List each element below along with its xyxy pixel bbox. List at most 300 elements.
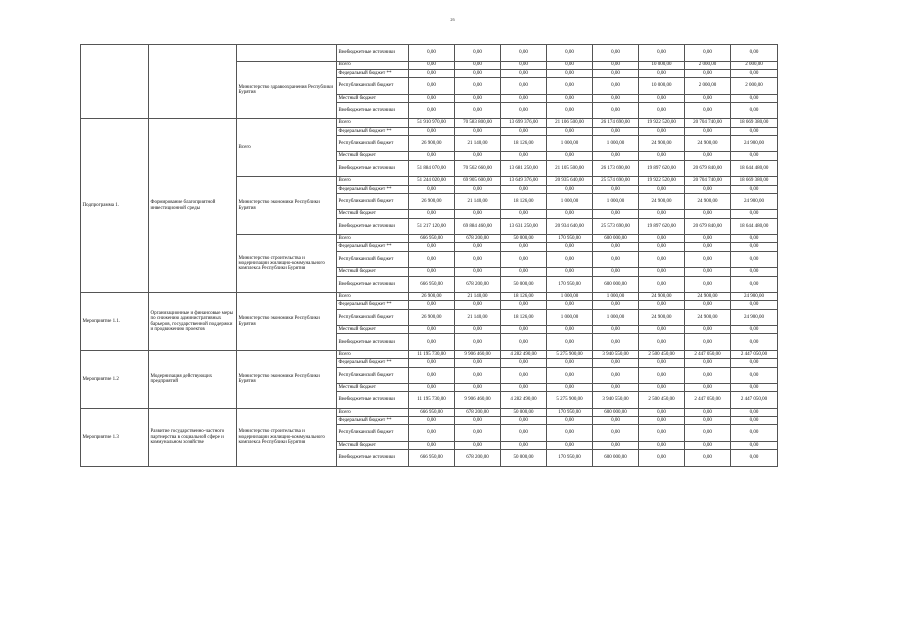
amount-cell: 0,00 bbox=[731, 334, 778, 351]
amount-cell: 0,00 bbox=[639, 243, 685, 251]
funding-source: Республиканский бюджет bbox=[337, 425, 409, 442]
amount-cell: 0,00 bbox=[455, 326, 501, 334]
amount-cell: 0,00 bbox=[501, 425, 547, 442]
amount-cell: 0,00 bbox=[455, 127, 501, 135]
budget-table-body bbox=[81, 45, 778, 467]
table-row bbox=[81, 45, 778, 62]
funding-source: Всего bbox=[337, 350, 409, 358]
program-name: Формирование благоприятной инвестиционной среды bbox=[149, 119, 237, 293]
amount-cell: 0,00 bbox=[731, 102, 778, 119]
amount-cell: 2 500 450,00 bbox=[639, 350, 685, 358]
funding-source: Местный бюджет bbox=[337, 441, 409, 449]
program-name: Организационные и финансовые меры по снижению административных барьеров, государственной поддержки и продвижению проектов bbox=[149, 293, 237, 351]
amount-cell: 0,00 bbox=[593, 251, 639, 268]
executor: Министерство экономики Республики Бурятия bbox=[237, 350, 337, 408]
amount-cell: 20 935 640,00 bbox=[547, 177, 593, 185]
amount-cell: 0,00 bbox=[501, 78, 547, 95]
executor: Министерство здравоохранения Республики Бурятия bbox=[237, 61, 337, 119]
amount-cell: 0,00 bbox=[593, 94, 639, 102]
program-code: Мероприятие 1.2 bbox=[81, 350, 149, 408]
amount-cell: 13 631 250,00 bbox=[501, 218, 547, 235]
amount-cell: 0,00 bbox=[685, 243, 731, 251]
amount-cell: 21 105 500,00 bbox=[547, 160, 593, 177]
amount-cell: 1 000,00 bbox=[593, 293, 639, 301]
funding-source: Местный бюджет bbox=[337, 326, 409, 334]
amount-cell: 0,00 bbox=[409, 301, 455, 309]
page-number: 26 bbox=[450, 17, 455, 22]
amount-cell: 0,00 bbox=[409, 384, 455, 392]
amount-cell: 0,00 bbox=[639, 301, 685, 309]
amount-cell: 0,00 bbox=[685, 334, 731, 351]
amount-cell: 0,00 bbox=[501, 152, 547, 160]
funding-source: Федеральный бюджет ** bbox=[337, 417, 409, 425]
amount-cell: 0,00 bbox=[593, 301, 639, 309]
funding-source: Внебюджетные источники bbox=[337, 218, 409, 235]
amount-cell: 0,00 bbox=[685, 441, 731, 449]
funding-source: Местный бюджет bbox=[337, 268, 409, 276]
amount-cell: 0,00 bbox=[547, 69, 593, 77]
amount-cell: 0,00 bbox=[639, 417, 685, 425]
budget-table bbox=[80, 44, 778, 467]
amount-cell: 0,00 bbox=[731, 94, 778, 102]
funding-source: Республиканский бюджет bbox=[337, 309, 409, 326]
amount-cell: 0,00 bbox=[501, 243, 547, 251]
amount-cell: 1 000,00 bbox=[547, 309, 593, 326]
amount-cell: 2 447 050,00 bbox=[731, 350, 778, 358]
amount-cell: 0,00 bbox=[409, 359, 455, 367]
amount-cell: 3 940 550,00 bbox=[593, 350, 639, 358]
amount-cell: 600 000,00 bbox=[593, 450, 639, 467]
amount-cell: 0,00 bbox=[639, 441, 685, 449]
amount-cell: 18 644 480,00 bbox=[731, 160, 778, 177]
funding-source: Местный бюджет bbox=[337, 94, 409, 102]
amount-cell: 0,00 bbox=[593, 268, 639, 276]
amount-cell: 0,00 bbox=[593, 243, 639, 251]
amount-cell: 0,00 bbox=[547, 94, 593, 102]
amount-cell: 4 282 490,00 bbox=[501, 350, 547, 358]
amount-cell: 0,00 bbox=[639, 185, 685, 193]
amount-cell: 0,00 bbox=[685, 102, 731, 119]
amount-cell: 0,00 bbox=[639, 268, 685, 276]
amount-cell: 0,00 bbox=[501, 45, 547, 62]
funding-source: Внебюджетные источники bbox=[337, 392, 409, 409]
amount-cell: 0,00 bbox=[409, 334, 455, 351]
funding-source: Федеральный бюджет ** bbox=[337, 185, 409, 193]
amount-cell: 24 900,00 bbox=[685, 193, 731, 210]
amount-cell: 24 900,00 bbox=[685, 293, 731, 301]
amount-cell: 51 244 020,00 bbox=[409, 177, 455, 185]
executor: Министерство строительства и модернизации жилищно-коммунального комплекса Республики Бурятия bbox=[237, 235, 337, 293]
amount-cell: 0,00 bbox=[409, 243, 455, 251]
amount-cell: 18 644 480,00 bbox=[731, 218, 778, 235]
program-name bbox=[149, 45, 237, 119]
amount-cell: 0,00 bbox=[455, 441, 501, 449]
table-row bbox=[81, 350, 778, 358]
amount-cell: 19 922 520,00 bbox=[639, 119, 685, 127]
amount-cell: 24 900,00 bbox=[639, 135, 685, 152]
amount-cell: 0,00 bbox=[593, 61, 639, 69]
amount-cell: 0,00 bbox=[731, 301, 778, 309]
amount-cell: 0,00 bbox=[731, 251, 778, 268]
program-name: Модернизация действующих предприятий bbox=[149, 350, 237, 408]
amount-cell: 0,00 bbox=[501, 102, 547, 119]
amount-cell: 0,00 bbox=[639, 235, 685, 243]
amount-cell: 0,00 bbox=[547, 61, 593, 69]
amount-cell: 24 900,00 bbox=[731, 293, 778, 301]
amount-cell: 0,00 bbox=[685, 235, 731, 243]
amount-cell: 24 900,00 bbox=[639, 193, 685, 210]
amount-cell: 20 704 740,00 bbox=[685, 119, 731, 127]
amount-cell: 2 000,00 bbox=[685, 78, 731, 95]
amount-cell: 0,00 bbox=[409, 152, 455, 160]
amount-cell: 0,00 bbox=[731, 235, 778, 243]
amount-cell: 21 106 500,00 bbox=[547, 119, 593, 127]
amount-cell: 0,00 bbox=[685, 301, 731, 309]
amount-cell: 678 200,00 bbox=[455, 276, 501, 293]
amount-cell: 51 217 120,00 bbox=[409, 218, 455, 235]
funding-source: Всего bbox=[337, 177, 409, 185]
program-name: Развитие государственно-частного партнерства в социальной сфере и коммунальном хозяйстве bbox=[149, 408, 237, 466]
amount-cell: 0,00 bbox=[593, 326, 639, 334]
amount-cell: 10 000,00 bbox=[639, 61, 685, 69]
program-code bbox=[81, 45, 149, 119]
amount-cell: 0,00 bbox=[409, 102, 455, 119]
amount-cell: 0,00 bbox=[593, 210, 639, 218]
amount-cell: 0,00 bbox=[593, 69, 639, 77]
amount-cell: 0,00 bbox=[455, 185, 501, 193]
amount-cell: 600 000,00 bbox=[593, 276, 639, 293]
amount-cell: 26 900,00 bbox=[409, 135, 455, 152]
executor: Министерство строительства и модернизации жилищно-коммунального комплекса Республики Бурятия bbox=[237, 408, 337, 466]
amount-cell: 0,00 bbox=[731, 425, 778, 442]
table-row bbox=[81, 408, 778, 416]
amount-cell: 0,00 bbox=[501, 367, 547, 384]
table-row bbox=[81, 119, 778, 127]
amount-cell: 678 200,00 bbox=[455, 450, 501, 467]
amount-cell: 0,00 bbox=[731, 210, 778, 218]
amount-cell: 26 900,00 bbox=[409, 193, 455, 210]
amount-cell: 0,00 bbox=[731, 408, 778, 416]
amount-cell: 0,00 bbox=[685, 69, 731, 77]
amount-cell: 0,00 bbox=[639, 94, 685, 102]
amount-cell: 0,00 bbox=[731, 359, 778, 367]
amount-cell: 13 649 376,00 bbox=[501, 177, 547, 185]
amount-cell: 0,00 bbox=[731, 185, 778, 193]
amount-cell: 0,00 bbox=[455, 367, 501, 384]
amount-cell: 0,00 bbox=[593, 384, 639, 392]
amount-cell: 678 200,00 bbox=[455, 235, 501, 243]
amount-cell: 2 000,00 bbox=[731, 61, 778, 69]
amount-cell: 0,00 bbox=[547, 326, 593, 334]
amount-cell: 0,00 bbox=[731, 243, 778, 251]
amount-cell: 0,00 bbox=[547, 384, 593, 392]
amount-cell: 0,00 bbox=[593, 152, 639, 160]
amount-cell: 0,00 bbox=[639, 210, 685, 218]
amount-cell: 0,00 bbox=[409, 251, 455, 268]
amount-cell: 0,00 bbox=[455, 210, 501, 218]
funding-source: Внебюджетные источники bbox=[337, 160, 409, 177]
funding-source: Федеральный бюджет ** bbox=[337, 243, 409, 251]
amount-cell: 0,00 bbox=[501, 417, 547, 425]
amount-cell: 5 275 900,00 bbox=[547, 392, 593, 409]
amount-cell: 0,00 bbox=[501, 210, 547, 218]
amount-cell: 0,00 bbox=[547, 243, 593, 251]
amount-cell: 0,00 bbox=[639, 334, 685, 351]
amount-cell: 600 000,00 bbox=[593, 235, 639, 243]
amount-cell: 0,00 bbox=[501, 441, 547, 449]
amount-cell: 0,00 bbox=[409, 78, 455, 95]
amount-cell: 0,00 bbox=[639, 276, 685, 293]
amount-cell: 20 704 740,00 bbox=[685, 177, 731, 185]
executor: Всего bbox=[237, 119, 337, 177]
amount-cell: 26 900,00 bbox=[409, 293, 455, 301]
funding-source: Всего bbox=[337, 293, 409, 301]
amount-cell: 13 681 250,00 bbox=[501, 160, 547, 177]
funding-source: Внебюджетные источники bbox=[337, 102, 409, 119]
amount-cell: 18 669 380,00 bbox=[731, 177, 778, 185]
amount-cell: 0,00 bbox=[685, 210, 731, 218]
amount-cell: 0,00 bbox=[685, 450, 731, 467]
amount-cell: 0,00 bbox=[547, 425, 593, 442]
amount-cell: 0,00 bbox=[685, 276, 731, 293]
amount-cell: 0,00 bbox=[455, 268, 501, 276]
amount-cell: 0,00 bbox=[731, 367, 778, 384]
amount-cell: 0,00 bbox=[685, 127, 731, 135]
amount-cell: 9 906 460,00 bbox=[455, 350, 501, 358]
funding-source: Местный бюджет bbox=[337, 152, 409, 160]
amount-cell: 0,00 bbox=[639, 152, 685, 160]
amount-cell: 0,00 bbox=[685, 408, 731, 416]
amount-cell: 0,00 bbox=[455, 152, 501, 160]
amount-cell: 0,00 bbox=[685, 94, 731, 102]
funding-source: Республиканский бюджет bbox=[337, 367, 409, 384]
amount-cell: 0,00 bbox=[455, 102, 501, 119]
amount-cell: 0,00 bbox=[409, 94, 455, 102]
amount-cell: 0,00 bbox=[455, 45, 501, 62]
amount-cell: 0,00 bbox=[409, 45, 455, 62]
amount-cell: 0,00 bbox=[547, 210, 593, 218]
amount-cell: 21 140,00 bbox=[455, 135, 501, 152]
funding-source: Всего bbox=[337, 408, 409, 416]
amount-cell: 0,00 bbox=[409, 61, 455, 69]
amount-cell: 0,00 bbox=[501, 359, 547, 367]
amount-cell: 0,00 bbox=[685, 152, 731, 160]
amount-cell: 24 900,00 bbox=[639, 309, 685, 326]
amount-cell: 50 000,00 bbox=[501, 276, 547, 293]
funding-source: Федеральный бюджет ** bbox=[337, 69, 409, 77]
amount-cell: 0,00 bbox=[685, 367, 731, 384]
amount-cell: 0,00 bbox=[639, 251, 685, 268]
amount-cell: 0,00 bbox=[455, 251, 501, 268]
amount-cell: 51 884 070,00 bbox=[409, 160, 455, 177]
executor: Министерство экономики Республики Бурятия bbox=[237, 293, 337, 351]
amount-cell: 0,00 bbox=[639, 102, 685, 119]
amount-cell: 25 574 690,00 bbox=[593, 177, 639, 185]
funding-source: Республиканский бюджет bbox=[337, 251, 409, 268]
funding-source: Внебюджетные источники bbox=[337, 276, 409, 293]
amount-cell: 0,00 bbox=[455, 94, 501, 102]
amount-cell: 0,00 bbox=[639, 326, 685, 334]
funding-source: Федеральный бюджет ** bbox=[337, 127, 409, 135]
amount-cell: 0,00 bbox=[501, 127, 547, 135]
amount-cell: 0,00 bbox=[685, 45, 731, 62]
amount-cell: 666 950,00 bbox=[409, 408, 455, 416]
amount-cell: 666 950,00 bbox=[409, 235, 455, 243]
amount-cell: 26 173 690,00 bbox=[593, 160, 639, 177]
amount-cell: 0,00 bbox=[639, 408, 685, 416]
amount-cell: 0,00 bbox=[593, 78, 639, 95]
amount-cell: 0,00 bbox=[593, 185, 639, 193]
amount-cell: 0,00 bbox=[501, 185, 547, 193]
amount-cell: 678 200,00 bbox=[455, 408, 501, 416]
amount-cell: 24 900,00 bbox=[685, 309, 731, 326]
amount-cell: 18 126,00 bbox=[501, 193, 547, 210]
amount-cell: 0,00 bbox=[501, 301, 547, 309]
amount-cell: 24 900,00 bbox=[685, 135, 731, 152]
amount-cell: 0,00 bbox=[639, 367, 685, 384]
funding-source: Внебюджетные источники bbox=[337, 334, 409, 351]
funding-source: Федеральный бюджет ** bbox=[337, 301, 409, 309]
amount-cell: 3 940 550,00 bbox=[593, 392, 639, 409]
amount-cell: 0,00 bbox=[547, 251, 593, 268]
amount-cell: 18 669 380,00 bbox=[731, 119, 778, 127]
amount-cell: 0,00 bbox=[455, 61, 501, 69]
amount-cell: 0,00 bbox=[455, 301, 501, 309]
amount-cell: 0,00 bbox=[731, 69, 778, 77]
executor bbox=[237, 45, 337, 62]
amount-cell: 19 897 620,00 bbox=[639, 218, 685, 235]
amount-cell: 2 500 450,00 bbox=[639, 392, 685, 409]
amount-cell: 0,00 bbox=[547, 301, 593, 309]
amount-cell: 0,00 bbox=[731, 152, 778, 160]
amount-cell: 20 934 640,00 bbox=[547, 218, 593, 235]
amount-cell: 2 447 050,00 bbox=[685, 392, 731, 409]
amount-cell: 0,00 bbox=[501, 268, 547, 276]
funding-source: Республиканский бюджет bbox=[337, 135, 409, 152]
amount-cell: 50 000,00 bbox=[501, 450, 547, 467]
amount-cell: 9 906 460,00 bbox=[455, 392, 501, 409]
amount-cell: 0,00 bbox=[593, 417, 639, 425]
amount-cell: 0,00 bbox=[593, 425, 639, 442]
amount-cell: 0,00 bbox=[409, 441, 455, 449]
amount-cell: 170 950,00 bbox=[547, 235, 593, 243]
amount-cell: 0,00 bbox=[731, 417, 778, 425]
executor: Министерство экономики Республики Бурятия bbox=[237, 177, 337, 235]
amount-cell: 0,00 bbox=[639, 384, 685, 392]
amount-cell: 1 000,00 bbox=[547, 293, 593, 301]
amount-cell: 0,00 bbox=[547, 268, 593, 276]
amount-cell: 0,00 bbox=[639, 425, 685, 442]
amount-cell: 69 884 460,00 bbox=[455, 218, 501, 235]
amount-cell: 24 900,00 bbox=[639, 293, 685, 301]
amount-cell: 13 699 376,00 bbox=[501, 119, 547, 127]
amount-cell: 70 583 800,00 bbox=[455, 119, 501, 127]
amount-cell: 0,00 bbox=[731, 441, 778, 449]
amount-cell: 19 922 520,00 bbox=[639, 177, 685, 185]
table-row bbox=[81, 293, 778, 301]
amount-cell: 0,00 bbox=[731, 326, 778, 334]
amount-cell: 0,00 bbox=[593, 45, 639, 62]
amount-cell: 2 000,00 bbox=[731, 78, 778, 95]
amount-cell: 26 900,00 bbox=[409, 309, 455, 326]
amount-cell: 0,00 bbox=[639, 45, 685, 62]
amount-cell: 1 000,00 bbox=[547, 135, 593, 152]
amount-cell: 20 679 840,00 bbox=[685, 218, 731, 235]
amount-cell: 19 897 620,00 bbox=[639, 160, 685, 177]
funding-source: Внебюджетные источники bbox=[337, 450, 409, 467]
amount-cell: 0,00 bbox=[409, 127, 455, 135]
amount-cell: 0,00 bbox=[455, 69, 501, 77]
amount-cell: 0,00 bbox=[409, 69, 455, 77]
amount-cell: 69 905 600,00 bbox=[455, 177, 501, 185]
amount-cell: 0,00 bbox=[593, 102, 639, 119]
amount-cell: 0,00 bbox=[685, 326, 731, 334]
amount-cell: 0,00 bbox=[547, 367, 593, 384]
amount-cell: 0,00 bbox=[409, 210, 455, 218]
amount-cell: 0,00 bbox=[455, 384, 501, 392]
amount-cell: 0,00 bbox=[731, 384, 778, 392]
amount-cell: 20 679 840,00 bbox=[685, 160, 731, 177]
amount-cell: 24 900,00 bbox=[731, 135, 778, 152]
amount-cell: 50 000,00 bbox=[501, 235, 547, 243]
amount-cell: 0,00 bbox=[731, 127, 778, 135]
funding-source: Всего bbox=[337, 119, 409, 127]
amount-cell: 21 140,00 bbox=[455, 309, 501, 326]
amount-cell: 0,00 bbox=[409, 367, 455, 384]
funding-source: Федеральный бюджет ** bbox=[337, 359, 409, 367]
amount-cell: 0,00 bbox=[731, 276, 778, 293]
amount-cell: 170 950,00 bbox=[547, 450, 593, 467]
amount-cell: 0,00 bbox=[593, 334, 639, 351]
amount-cell: 11 195 730,00 bbox=[409, 350, 455, 358]
amount-cell: 0,00 bbox=[685, 268, 731, 276]
funding-source: Республиканский бюджет bbox=[337, 78, 409, 95]
program-code: Подпрограмма 1. bbox=[81, 119, 149, 293]
amount-cell: 0,00 bbox=[455, 243, 501, 251]
amount-cell: 18 126,00 bbox=[501, 135, 547, 152]
amount-cell: 11 195 730,00 bbox=[409, 392, 455, 409]
amount-cell: 24 900,00 bbox=[731, 193, 778, 210]
amount-cell: 1 000,00 bbox=[593, 135, 639, 152]
amount-cell: 0,00 bbox=[685, 425, 731, 442]
amount-cell: 0,00 bbox=[593, 367, 639, 384]
amount-cell: 70 562 660,00 bbox=[455, 160, 501, 177]
amount-cell: 0,00 bbox=[409, 268, 455, 276]
amount-cell: 0,00 bbox=[547, 359, 593, 367]
amount-cell: 0,00 bbox=[593, 359, 639, 367]
amount-cell: 0,00 bbox=[731, 45, 778, 62]
amount-cell: 0,00 bbox=[455, 334, 501, 351]
amount-cell: 10 000,00 bbox=[639, 78, 685, 95]
amount-cell: 0,00 bbox=[501, 251, 547, 268]
amount-cell: 0,00 bbox=[685, 384, 731, 392]
amount-cell: 1 000,00 bbox=[547, 193, 593, 210]
funding-source: Всего bbox=[337, 61, 409, 69]
amount-cell: 0,00 bbox=[731, 268, 778, 276]
amount-cell: 0,00 bbox=[409, 417, 455, 425]
amount-cell: 0,00 bbox=[501, 334, 547, 351]
amount-cell: 51 910 970,00 bbox=[409, 119, 455, 127]
amount-cell: 50 000,00 bbox=[501, 408, 547, 416]
amount-cell: 0,00 bbox=[501, 61, 547, 69]
amount-cell: 0,00 bbox=[501, 69, 547, 77]
amount-cell: 0,00 bbox=[547, 441, 593, 449]
amount-cell: 21 140,00 bbox=[455, 293, 501, 301]
amount-cell: 0,00 bbox=[547, 102, 593, 119]
amount-cell: 24 900,00 bbox=[731, 309, 778, 326]
amount-cell: 170 950,00 bbox=[547, 408, 593, 416]
amount-cell: 0,00 bbox=[409, 185, 455, 193]
